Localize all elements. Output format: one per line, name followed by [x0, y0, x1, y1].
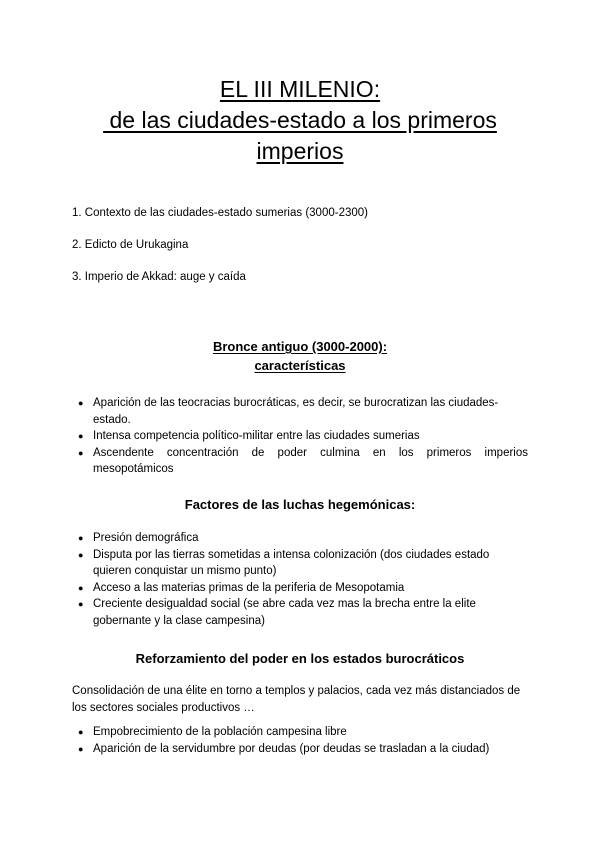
list-item: [72, 580, 528, 597]
index-item-3: 3. Imperio de Akkad: auge y caída: [72, 271, 246, 283]
section-1-heading: [40, 337, 560, 375]
bullet-icon: ●: [78, 743, 84, 754]
bullet-icon: ●: [78, 447, 84, 458]
section-3-bullet-list: [72, 724, 528, 757]
bullet-icon: ●: [78, 549, 84, 560]
list-item: [72, 445, 528, 478]
list-item: [72, 724, 528, 741]
title-line-1: EL III MILENIO:: [219, 76, 381, 102]
list-item-text: Presión demográfica: [93, 532, 199, 544]
section-1-heading-line-1: Bronce antiguo (3000-2000):: [212, 339, 388, 354]
list-item: [72, 530, 528, 547]
index-item-2: 2. Edicto de Urukagina: [72, 239, 189, 251]
section-2-bullet-list: [72, 530, 528, 629]
list-item-text: Disputa por las tierras sometidas a intensa colonización (dos ciudades estado quieren conquistar un mismo punto): [93, 548, 490, 577]
list-item: [72, 547, 528, 580]
list-item: [72, 395, 528, 428]
bullet-icon: ●: [78, 533, 84, 543]
list-item-text: Acceso a las materias primas de la periferia de Mesopotamia: [93, 581, 405, 594]
bullet-icon: ●: [78, 599, 84, 609]
list-item-text: Intensa competencia político-militar entre las ciudades sumerias: [93, 430, 420, 442]
list-item: [72, 596, 528, 629]
bullet-icon: ●: [78, 398, 84, 408]
section-2-heading: Factores de las luchas hegemónicas:: [184, 497, 416, 512]
list-item-text: Aparición de la servidumbre por deudas (por deudas se trasladan a la ciudad): [93, 742, 490, 755]
list-item-text: Aparición de las teocracias burocráticas, es decir, se burocratizan las ciudades-estado.: [93, 397, 499, 426]
section-3-heading: Reforzamiento del poder en los estados burocráticos: [135, 651, 465, 666]
bullet-icon: ●: [78, 431, 84, 441]
index-item-1: 1. Contexto de las ciudades-estado sumerias (3000-2300): [72, 207, 368, 219]
list-item-text: Ascendente concentración de poder culmina en los primeros imperios mesopotámicos: [93, 446, 528, 475]
document-title: [40, 74, 560, 167]
bullet-icon: ●: [78, 582, 84, 593]
list-item-text: Empobrecimiento de la población campesina libre: [93, 726, 347, 738]
list-item-text: Creciente desigualdad social (se abre cada vez mas la brecha entre la elite gobernante y la clase campesina): [93, 598, 476, 627]
bullet-icon: ●: [78, 727, 84, 737]
title-line-3: imperios: [256, 138, 344, 164]
section-1-bullet-list: [72, 395, 528, 478]
section-3-paragraph: Consolidación de una élite en torno a templos y palacios, cada vez más distanciados de los sectores sociales productivos …: [72, 685, 521, 714]
title-line-2: de las ciudades-estado a los primeros: [103, 107, 497, 133]
list-item: [72, 428, 528, 445]
list-item: [72, 741, 528, 758]
section-1-heading-line-2: características: [254, 358, 346, 373]
